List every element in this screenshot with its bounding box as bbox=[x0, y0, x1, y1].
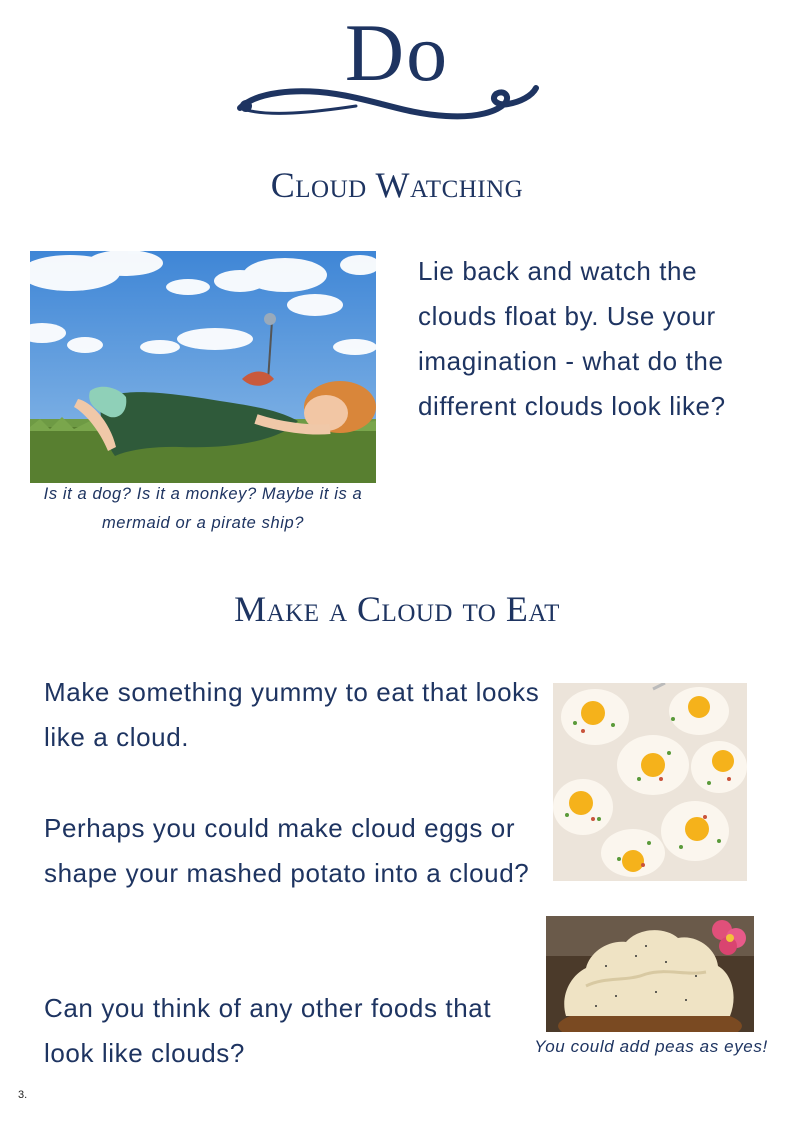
cloud-watching-caption: Is it a dog? Is it a monkey? Maybe it is a mermaid or a pirate ship? bbox=[43, 485, 363, 532]
mashed-potato-caption: You could add peas as eyes! bbox=[534, 1037, 768, 1056]
page-number: 3. bbox=[18, 1089, 28, 1101]
page-title: Do bbox=[344, 7, 450, 98]
cloud-watching-text: Lie back and watch the clouds float by. Use your imagination - what do the different clouds look like? bbox=[418, 256, 726, 421]
make-cloud-paragraph-1: Make something yummy to eat that looks like a cloud. bbox=[44, 677, 540, 752]
cloud-watching-photo bbox=[30, 251, 376, 483]
mashed-potato-photo bbox=[546, 916, 754, 1032]
make-cloud-paragraph-3: Can you think of any other foods that look like clouds? bbox=[44, 993, 492, 1068]
title-swash-ornament bbox=[236, 84, 540, 130]
make-cloud-paragraph-2: Perhaps you could make cloud eggs or shape your mashed potato into a cloud? bbox=[44, 813, 530, 888]
cloud-eggs-photo bbox=[553, 683, 747, 881]
section-heading-make-a-cloud: Make a Cloud to Eat bbox=[234, 589, 560, 629]
section-heading-cloud-watching: Cloud Watching bbox=[270, 165, 524, 205]
